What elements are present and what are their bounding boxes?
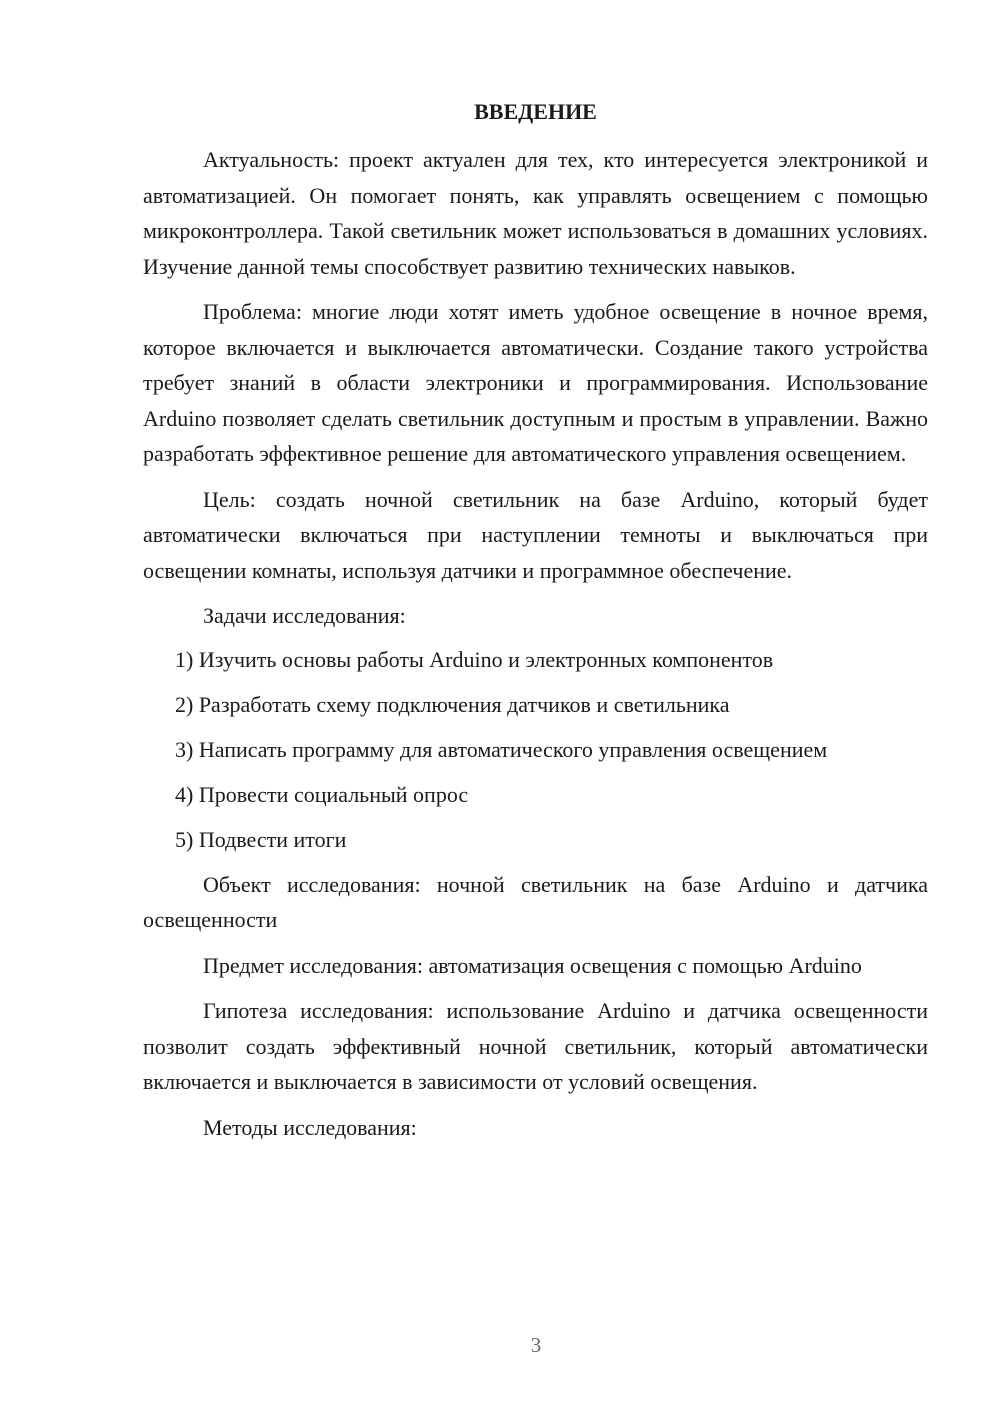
tasks-heading: Задачи исследования:	[203, 603, 406, 628]
subject-paragraph: Предмет исследования: автоматизация освещения с помощью Arduino	[203, 952, 862, 978]
list-item: 1) Изучить основы работы Arduino и электронных компонентов	[175, 646, 774, 672]
problem-paragraph: Проблема: многие люди хотят иметь удобное освещение в ночное время, которое включается и выключается автоматически. Создание такого устройства требует знаний в области электроники и программирования. Использование Arduino позволяет сделать светильник доступным и простым в управлении. Важно разработать эффективное решение для автоматического управления освещением.	[143, 299, 928, 466]
list-item: 2) Разработать схему подключения датчиков и светильника	[175, 691, 730, 717]
page-number: 3	[530, 1333, 542, 1357]
hypothesis-paragraph: Гипотеза исследования: использование Arduino и датчика освещенности позволит создать эффективный ночной светильник, который автоматически включается и выключается в зависимости от условий освещения.	[143, 998, 928, 1094]
list-item: 5) Подвести итоги	[175, 826, 347, 852]
methods-heading: Методы исследования:	[203, 1114, 417, 1140]
list-item: 3) Написать программу для автоматического управления освещением	[175, 736, 828, 762]
page-title: ВВЕДЕНИЕ	[474, 99, 597, 124]
tasks-list	[143, 642, 928, 858]
list-item: 4) Провести социальный опрос	[175, 781, 469, 807]
page-content	[143, 94, 928, 1145]
goal-paragraph: Цель: создать ночной светильник на базе Arduino, который будет автоматически включаться при наступлении темноты и выключаться при освещении комнаты, используя датчики и программное обеспечение.	[143, 486, 928, 583]
relevance-paragraph: Актуальность: проект актуален для тех, кто интересуется электроникой и автоматизацией. Он помогает понять, как управлять освещением с помощью микроконтроллера. Такой светильник может использоваться в домашних условиях. Изучение данной темы способствует развитию технических навыков.	[143, 147, 928, 279]
object-paragraph: Объект исследования: ночной светильник на базе Arduino и датчика освещенности	[143, 871, 928, 932]
